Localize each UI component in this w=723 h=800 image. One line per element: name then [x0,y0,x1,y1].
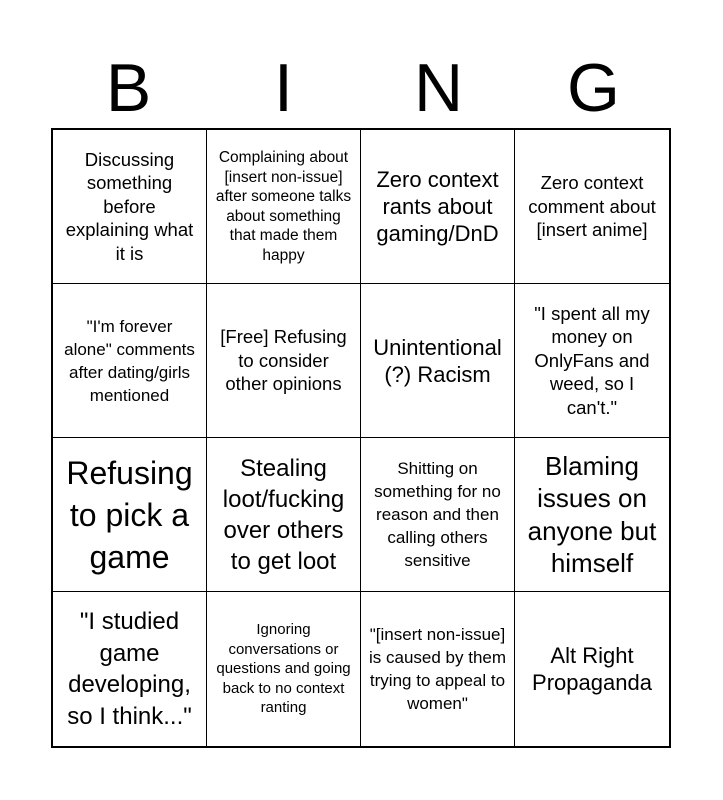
bingo-cell[interactable] [361,438,515,592]
cell-text: Complaining about [insert non-issue] after someone talks about something that made them happy [215,149,352,264]
cell-text: "[insert non-issue] is caused by them trying to appeal to women" [369,625,507,713]
bingo-cell[interactable] [207,130,361,284]
bingo-cell[interactable] [361,592,515,746]
cell-text: Shitting on something for no reason and then calling others sensitive [374,459,501,570]
cell-text: "I spent all my money on OnlyFans and weed, so I can't." [534,302,650,418]
bingo-cell-free[interactable] [207,284,361,438]
header-letter-b: B [105,50,152,126]
cell-text: Discussing something before explaining what it is [65,148,194,264]
bingo-cell[interactable] [53,592,207,746]
bingo-cell[interactable] [515,284,669,438]
cell-text: Alt Right Propaganda [532,643,652,695]
bingo-cell[interactable] [207,438,361,592]
header-letter-g: G [567,50,620,126]
bingo-cell[interactable] [361,130,515,284]
cell-text: Unintentional (?) Racism [373,334,502,387]
cell-text: "I studied game developing, so I think..." [67,608,192,730]
cell-text: Zero context comment about [insert anime] [528,172,656,241]
bingo-cell[interactable] [515,592,669,746]
bingo-cell[interactable] [361,284,515,438]
cell-text: "I'm forever alone" comments after dating/girls mentioned [64,316,195,405]
bingo-cell[interactable] [53,438,207,592]
bingo-cell[interactable] [515,438,669,592]
cell-text: Ignoring conversations or questions and going back to no context ranting [216,621,351,717]
cell-text: Blaming issues on anyone but himself [527,450,657,578]
cell-text: [Free] Refusing to consider other opinions [220,326,347,395]
bingo-cell[interactable] [207,592,361,746]
bingo-cell[interactable] [515,130,669,284]
bingo-header [51,48,671,128]
cell-text: Stealing loot/fucking over others to get loot [222,454,345,575]
bingo-cell[interactable] [53,284,207,438]
header-letter-i: I [274,50,293,126]
bingo-board [51,128,671,748]
cell-text: Refusing to pick a game [66,454,193,575]
bingo-cell[interactable] [53,130,207,284]
header-letter-n: N [413,50,464,126]
cell-text: Zero context rants about gaming/DnD [376,167,499,246]
